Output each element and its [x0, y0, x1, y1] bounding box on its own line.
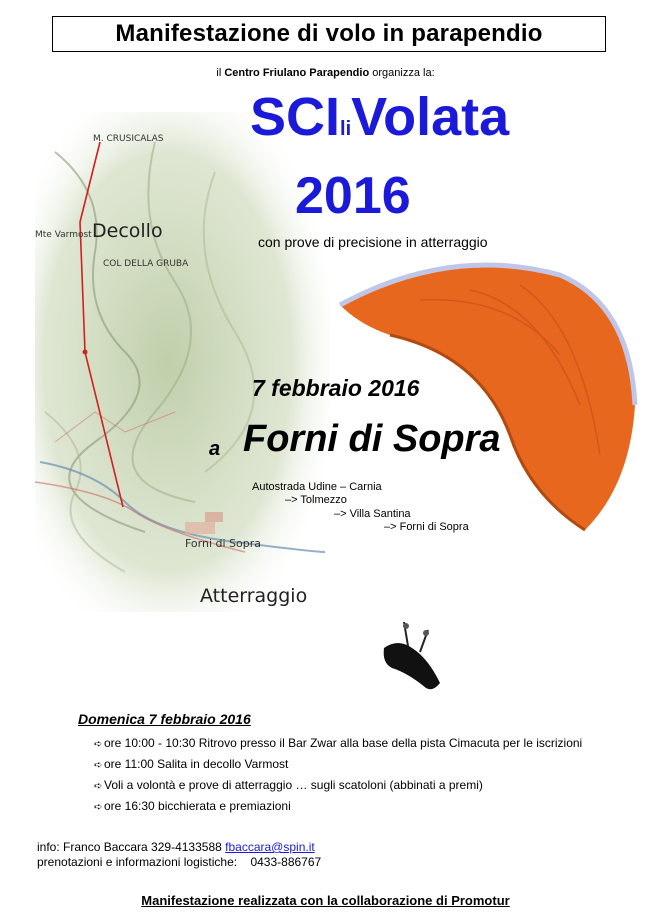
program-item: ➪ Voli a volontà e prove di atterraggio … sugli scatoloni (abbinati a premi)	[94, 778, 483, 792]
arrow-right-icon: ➪	[94, 739, 103, 750]
arrow-right-icon: ➪	[94, 781, 103, 792]
town-label: Forni di Sopra	[185, 537, 262, 550]
event-date: 7 febbraio 2016	[252, 375, 420, 401]
pilot-harness-image	[378, 618, 446, 693]
landing-label: Atterraggio	[200, 585, 308, 607]
topographic-map-image	[35, 112, 330, 612]
event-name-part1: SCI	[250, 87, 341, 147]
booking-phone: 0433-886767	[250, 855, 322, 869]
route-map	[35, 112, 330, 612]
booking-line	[37, 855, 321, 870]
contact-text: info: Franco Baccara 329-4133588	[37, 840, 222, 854]
route-step-4: –> Forni di Sopra	[384, 521, 469, 533]
organizer-suffix: organizza la:	[372, 67, 435, 79]
email-link[interactable]: fbaccara@spin.it	[225, 840, 315, 854]
event-year: 2016	[295, 167, 411, 225]
event-name-small: li	[340, 118, 352, 140]
footer-credit: Manifestazione realizzata con la collaborazione di Promotur	[141, 893, 510, 908]
program-item: ➪ ore 11:00 Salita in decollo Varmost	[94, 757, 289, 771]
map-label-summit: M. CRUSICALAS	[93, 134, 164, 144]
takeoff-label: Decollo	[92, 220, 163, 242]
route-step-3: –> Villa Santina	[334, 508, 411, 520]
route-step-2: –> Tolmezzo	[285, 494, 347, 506]
booking-text: prenotazioni e informazioni logistiche:	[37, 855, 238, 869]
arrow-right-icon: ➪	[94, 760, 103, 771]
organizer-prefix: il	[216, 67, 222, 79]
organizer-name: Centro Friulano Parapendio	[224, 67, 370, 79]
program-title: Domenica 7 febbraio 2016	[78, 711, 251, 727]
arrow-right-icon: ➪	[94, 802, 103, 813]
map-label-col: COL DELLA GRUBA	[103, 259, 189, 269]
program-item: ➪ ore 10:00 - 10:30 Ritrovo presso il Bar Zwar alla base della pista Cimacuta per le iscrizioni	[94, 736, 583, 750]
organizer-line	[0, 67, 651, 79]
program-list	[94, 736, 634, 820]
event-name-part2: Volata	[351, 87, 510, 147]
route-step-1: Autostrada Udine – Carnia	[252, 481, 382, 493]
event-location: Forni di Sopra	[243, 418, 501, 460]
program-item: ➪ ore 16:30 bicchierata e premiazioni	[94, 799, 291, 813]
event-name	[250, 87, 510, 147]
map-label-varmost: Mte Varmost	[35, 230, 92, 240]
location-prefix: a	[209, 438, 221, 460]
event-subtitle: con prove di precisione in atterraggio	[258, 234, 488, 250]
contact-line	[37, 840, 321, 855]
page-title: Manifestazione di volo in parapendio	[52, 16, 606, 52]
contact-info	[37, 840, 321, 870]
